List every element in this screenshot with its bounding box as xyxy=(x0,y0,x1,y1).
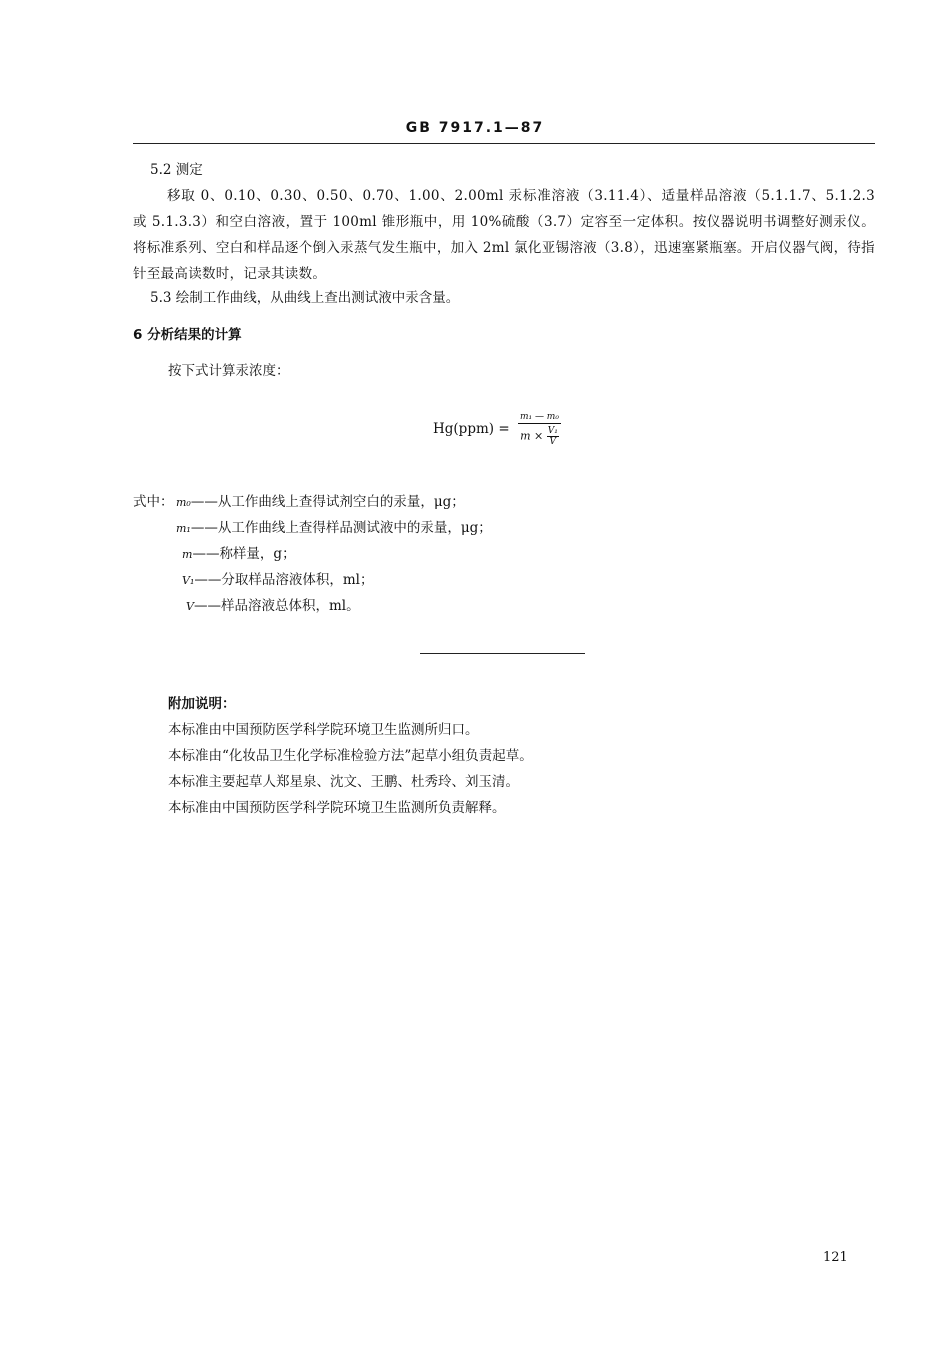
document-code-header: GB 7917.1—87 xyxy=(405,120,545,136)
definition-symbol: V₁ xyxy=(182,574,195,587)
end-rule xyxy=(420,653,585,654)
definition-text: ——从工作曲线上查得试剂空白的汞量，μg； xyxy=(190,494,465,510)
definition-row xyxy=(176,489,465,516)
header-rule xyxy=(133,143,875,144)
definition-row xyxy=(186,593,360,620)
formula-fraction xyxy=(518,412,561,447)
formula-den-fraction xyxy=(547,426,559,447)
formula-lhs: Hg(ppm) = xyxy=(433,421,510,437)
definition-row xyxy=(182,567,373,594)
definition-text: ——分取样品溶液体积，ml； xyxy=(194,572,374,588)
section-5-2-heading: 5.2 测定 xyxy=(150,162,203,178)
notes-title: 附加说明： xyxy=(168,696,236,712)
formula-denominator xyxy=(518,424,561,447)
section-6-intro: 按下式计算汞浓度： xyxy=(168,363,290,379)
definition-symbol: m xyxy=(182,548,193,561)
definition-text: ——样品溶液总体积，ml。 xyxy=(193,598,360,614)
section-5-3-text: 5.3 绘制工作曲线，从曲线上查出测试液中汞含量。 xyxy=(150,290,460,306)
page-number: 121 xyxy=(823,1250,848,1265)
formula-den-top: V₁ xyxy=(547,426,558,436)
definition-text: ——称样量，g； xyxy=(192,546,296,562)
section-6-heading: 6 分析结果的计算 xyxy=(133,327,242,343)
notes-line: 本标准由“化妆品卫生化学标准检验方法”起草小组负责起草。 xyxy=(168,748,533,764)
formula-den-prefix: m × xyxy=(520,429,544,443)
notes-line: 本标准主要起草人郑星泉、沈文、王鹏、杜秀玲、刘玉清。 xyxy=(168,774,519,790)
where-label: 式中： xyxy=(133,494,174,510)
section-5-2-body: 移取 0、0.10、0.30、0.50、0.70、1.00、2.00ml 汞标准溶液（3.11.4）、适量样品溶液（5.1.1.7、5.1.2.3 或 5.1.3.3）和空白溶液，置于 100ml 锥形瓶中，用 10%硫酸（3.7）定容至一定体积。按仪器说明书调整好测汞仪。将标准系列、空白和样品逐个倒入汞蒸气发生瓶中，加入 2ml 氯化亚锡溶液（3.8），迅速塞紧瓶塞。开启仪器气阀，待指针至最高读数时，记录其读数。 xyxy=(133,188,875,282)
definition-symbol: m₀ xyxy=(176,496,191,509)
definition-symbol: V xyxy=(186,600,194,613)
definition-text: ——从工作曲线上查得样品测试液中的汞量，μg； xyxy=(190,520,492,536)
formula-numerator: m₁ — m₀ xyxy=(519,412,559,422)
notes-line: 本标准由中国预防医学科学院环境卫生监测所负责解释。 xyxy=(168,800,506,816)
notes-line: 本标准由中国预防医学科学院环境卫生监测所归口。 xyxy=(168,722,479,738)
definition-row xyxy=(182,541,296,568)
formula-den-bottom: V xyxy=(549,437,557,447)
definition-row xyxy=(176,515,492,542)
formula xyxy=(433,412,561,447)
definition-symbol: m₁ xyxy=(176,522,191,535)
